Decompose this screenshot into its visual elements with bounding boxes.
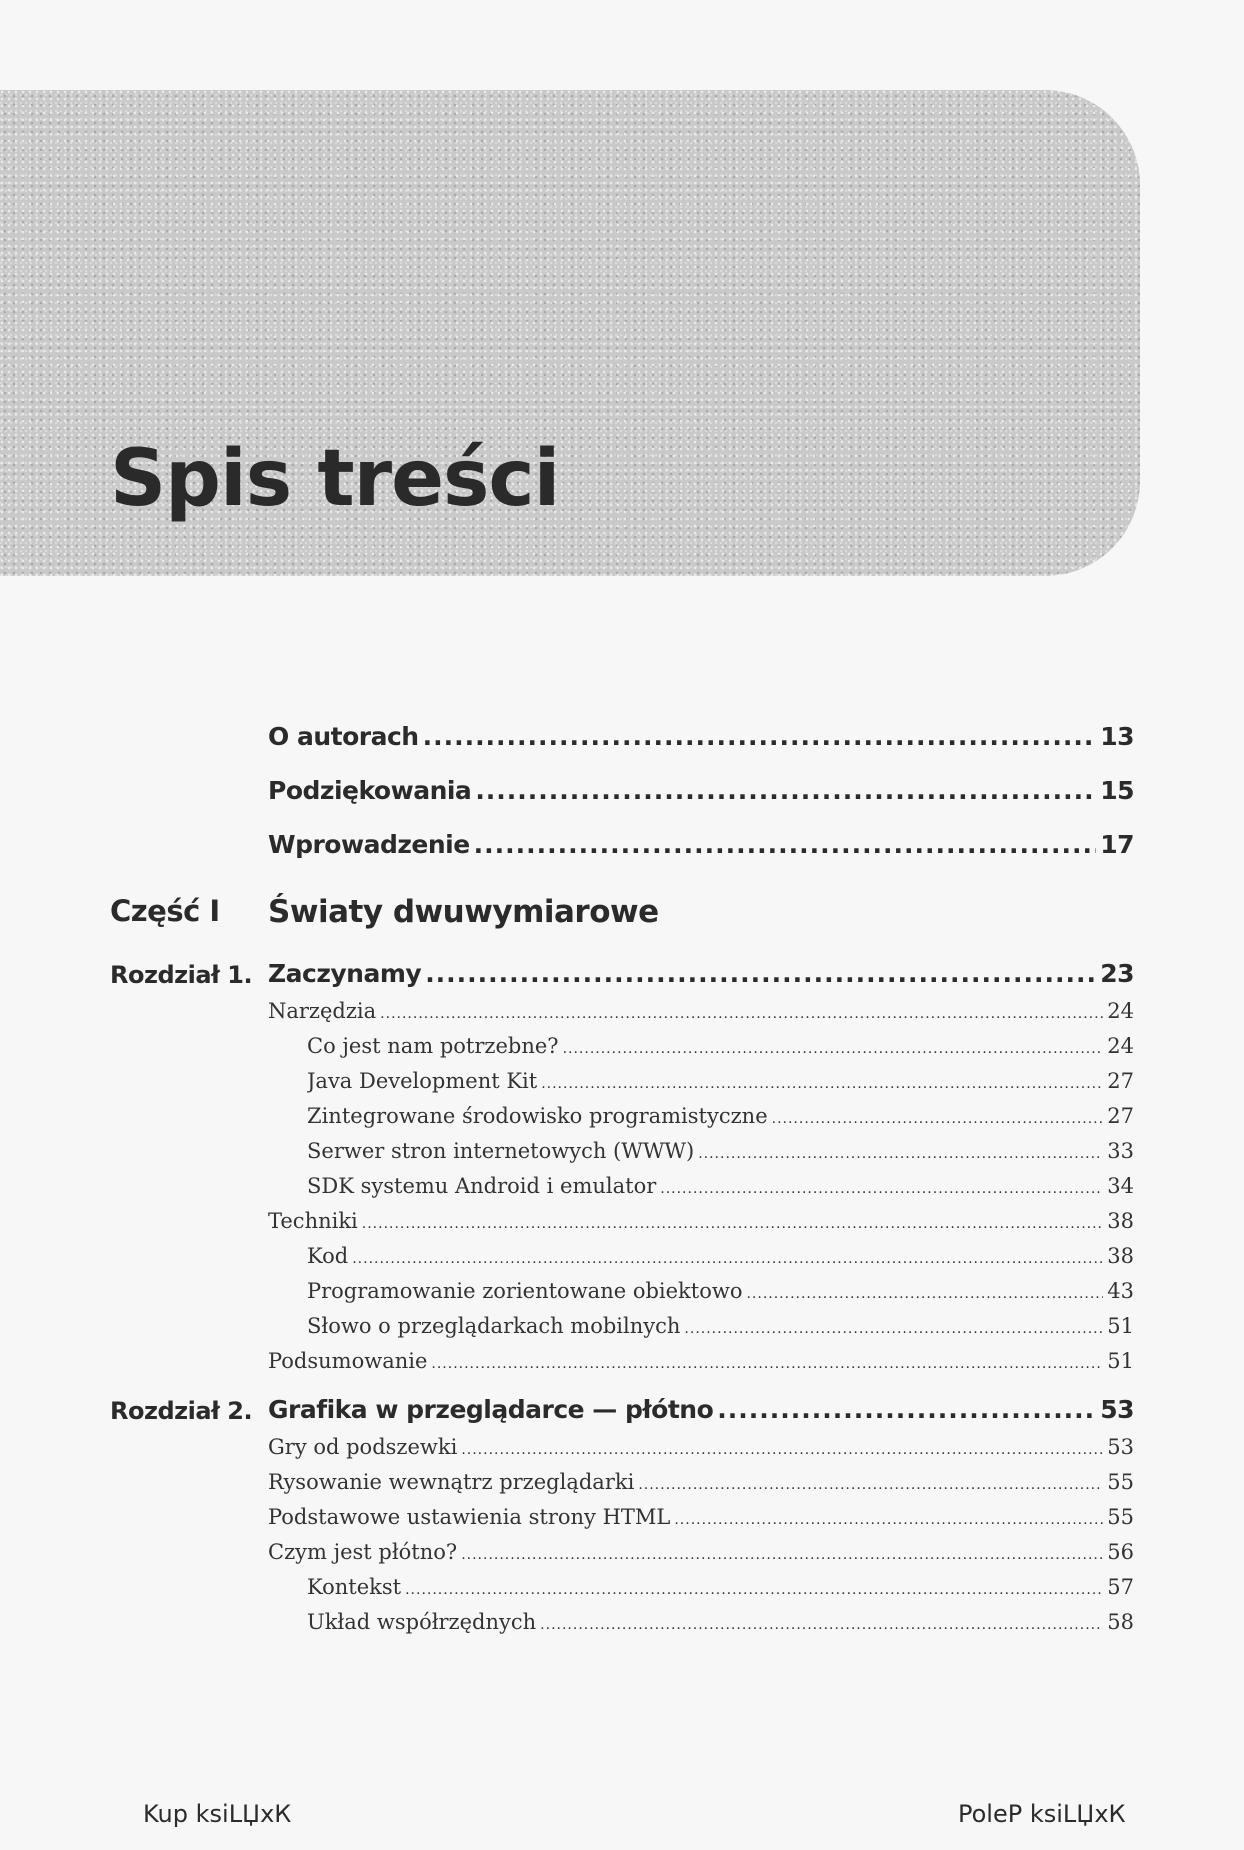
part-title: Światy dwuwymiarowe: [268, 894, 659, 930]
toc-entry-page: 38: [1107, 1209, 1134, 1233]
toc-entry-o-autorach[interactable]: [268, 722, 1134, 751]
toc-entry-page: 53: [1107, 1435, 1134, 1459]
toc-entry-title: Gry od podszewki: [268, 1435, 458, 1459]
toc-entry[interactable]: [307, 1174, 1134, 1198]
toc-entry[interactable]: [307, 1244, 1134, 1268]
dot-leader: [638, 1477, 1103, 1493]
toc-entry-title: Zaczynamy: [268, 959, 422, 988]
toc-entry[interactable]: [268, 1349, 1134, 1373]
toc-entry-title: Serwer stron internetowych (WWW): [307, 1139, 695, 1163]
toc-entry-page: 13: [1100, 722, 1134, 751]
page-title: Spis treści: [110, 434, 560, 524]
toc-entry-title: Wprowadzenie: [268, 830, 470, 859]
toc-entry[interactable]: [307, 1104, 1134, 1128]
toc-entry-page: 27: [1107, 1104, 1134, 1128]
toc-entry[interactable]: [307, 1034, 1134, 1058]
toc-entry-title: Co jest nam potrzebne?: [307, 1034, 559, 1058]
toc-entry-page: 53: [1100, 1395, 1134, 1424]
toc-entry-title: Czym jest płótno?: [268, 1540, 458, 1564]
dot-leader: [352, 1251, 1103, 1267]
toc-entry-title: Narzędzia: [268, 999, 377, 1023]
toc-entry[interactable]: [268, 1209, 1134, 1233]
toc-entry-title: Kontekst: [307, 1575, 402, 1599]
toc-entry-page: 55: [1107, 1470, 1134, 1494]
dot-leader: [698, 1146, 1103, 1162]
toc-entry-title: Rysowanie wewnątrz przeglądarki: [268, 1470, 635, 1494]
toc-chapter-grafika[interactable]: [268, 1395, 1134, 1424]
dot-leader: [717, 1395, 1096, 1424]
dot-leader: [563, 1041, 1104, 1057]
toc-entry-title: Układ współrzędnych: [307, 1610, 537, 1634]
dot-leader: [431, 1356, 1103, 1372]
toc-entry-title: Grafika w przeglądarce — płótno: [268, 1395, 714, 1424]
dot-leader: [660, 1181, 1103, 1197]
toc-entry-page: 24: [1107, 1034, 1134, 1058]
toc-entry-page: 24: [1107, 999, 1134, 1023]
toc-entry-title: Programowanie zorientowane obiektowo: [307, 1279, 743, 1303]
dot-leader: [461, 1547, 1103, 1563]
dot-leader: [674, 1512, 1103, 1528]
toc-entry[interactable]: [268, 1540, 1134, 1564]
dot-leader: [474, 830, 1097, 859]
toc-entry-page: 38: [1107, 1244, 1134, 1268]
dot-leader: [380, 1006, 1103, 1022]
toc-entry[interactable]: [268, 1470, 1134, 1494]
toc-entry[interactable]: [307, 1069, 1134, 1093]
chapter-label: Rozdział 2.: [110, 1397, 253, 1425]
toc-entry-title: Podstawowe ustawienia strony HTML: [268, 1505, 671, 1529]
toc-entry-page: 34: [1107, 1174, 1134, 1198]
toc-entry-page: 55: [1107, 1505, 1134, 1529]
toc-entry-page: 33: [1107, 1139, 1134, 1163]
dot-leader: [746, 1286, 1103, 1302]
toc-chapter-zaczynamy[interactable]: [268, 959, 1134, 988]
dot-leader: [772, 1111, 1104, 1127]
toc-entry-title: O autorach: [268, 722, 419, 751]
toc-entry[interactable]: [268, 999, 1134, 1023]
toc-entry-title: Techniki: [268, 1209, 358, 1233]
dot-leader: [362, 1216, 1103, 1232]
dot-leader: [425, 959, 1096, 988]
toc-entry-page: 56: [1107, 1540, 1134, 1564]
toc-entry-page: 27: [1107, 1069, 1134, 1093]
toc-entry-page: 51: [1107, 1314, 1134, 1338]
part-label: Część I: [110, 894, 220, 928]
toc-entry-title: Słowo o przeglądarkach mobilnych: [307, 1314, 681, 1338]
toc-entry-title: Podziękowania: [268, 776, 472, 805]
dot-leader: [540, 1617, 1103, 1633]
toc-entry[interactable]: [268, 1435, 1134, 1459]
dot-leader: [423, 722, 1097, 751]
dot-leader: [461, 1442, 1103, 1458]
toc-entry-title: SDK systemu Android i emulator: [307, 1174, 657, 1198]
dot-leader: [475, 776, 1096, 805]
toc-entry-page: 51: [1107, 1349, 1134, 1373]
toc-entry-page: 57: [1107, 1575, 1134, 1599]
toc-entry-page: 58: [1107, 1610, 1134, 1634]
toc-entry-title: Kod: [307, 1244, 349, 1268]
chapter-label: Rozdział 1.: [110, 961, 253, 989]
toc-entry-title: Podsumowanie: [268, 1349, 428, 1373]
toc-entry-page: 15: [1100, 776, 1134, 805]
toc-entry-page: 17: [1100, 830, 1134, 859]
toc-entry-wprowadzenie[interactable]: [268, 830, 1134, 859]
toc-entry[interactable]: [307, 1575, 1134, 1599]
dot-leader: [541, 1076, 1103, 1092]
toc-entry[interactable]: [307, 1139, 1134, 1163]
toc-entry[interactable]: [307, 1314, 1134, 1338]
toc-entry-page: 23: [1100, 959, 1134, 988]
toc-entry[interactable]: [268, 1505, 1134, 1529]
dot-leader: [405, 1582, 1103, 1598]
toc-entry-title: Zintegrowane środowisko programistyczne: [307, 1104, 768, 1128]
footer-buy-link[interactable]: Kup ksiLЏxК: [143, 1800, 292, 1828]
toc-entry-podziekowania[interactable]: [268, 776, 1134, 805]
toc-entry[interactable]: [307, 1610, 1134, 1634]
toc-entry-page: 43: [1107, 1279, 1134, 1303]
dot-leader: [684, 1321, 1103, 1337]
toc-entry[interactable]: [307, 1279, 1134, 1303]
toc-entry-title: Java Development Kit: [307, 1069, 538, 1093]
footer-recommend-link[interactable]: PoleP ksiLЏxК: [958, 1800, 1126, 1828]
